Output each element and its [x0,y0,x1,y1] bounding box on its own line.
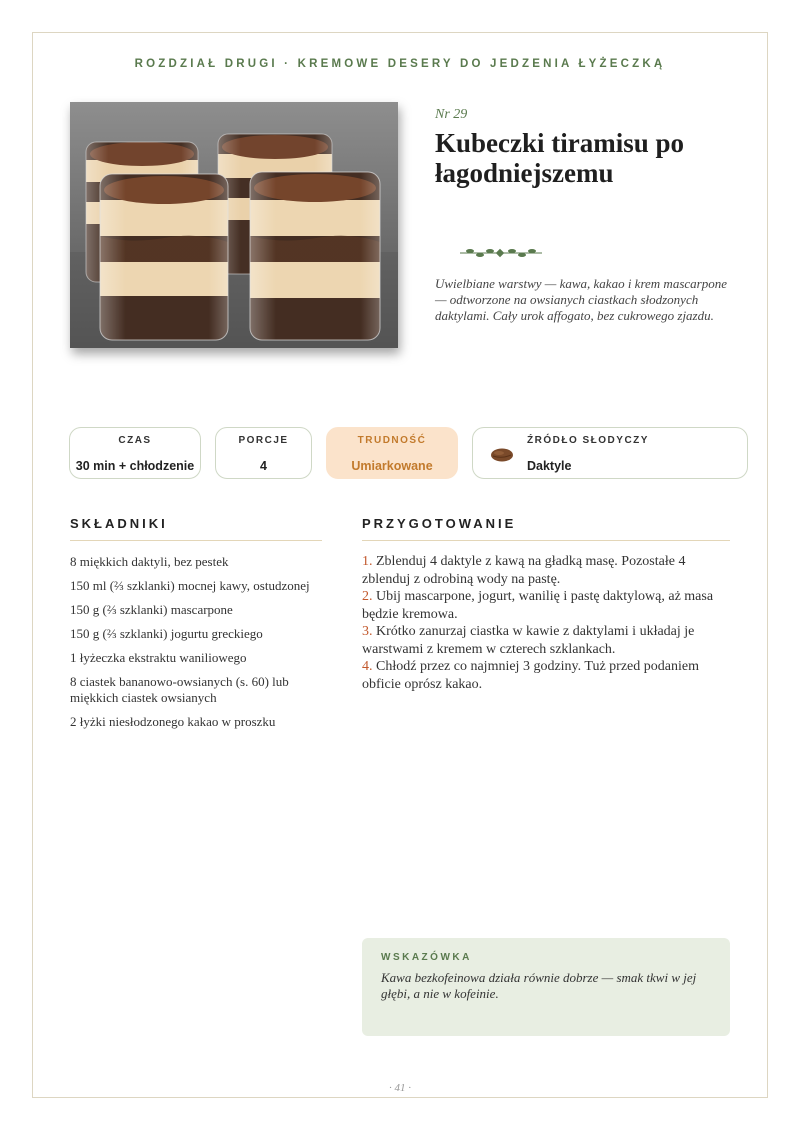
tip-label: WSKAZÓWKA [381,952,472,963]
ingredient-item: 150 g (⅔ szklanki) jogurtu greckiego [70,626,263,641]
step-text: Ubij mascarpone, jogurt, wanilię i pastę daktylową, aż masa będzie kremowa. [362,589,714,622]
step-text: Zblenduj 4 daktyle z kawą na gładką masę. Pozostałe 4 zblenduj z odrobiną wody na pastę. [362,554,686,587]
stat-difficulty [326,427,458,479]
leaf-ornament-icon [458,245,544,261]
stat-servings [215,427,312,479]
stat-sweetener-label: ŹRÓDŁO SŁODYCZY [527,435,649,446]
step-number: 4. [362,659,373,674]
step-number: 1. [362,554,373,569]
ingredient-item: 1 łyżeczka ekstraktu waniliowego [70,650,247,665]
recipe-intro: Uwielbiane warstwy — kawa, kakao i krem mascarpone — odtworzone na owsianych ciastkach słodzonych daktylami. Cały urok affogato, bez cukrowego zjazdu. [435,276,727,323]
stat-time [69,427,201,479]
tip-box [362,938,730,1036]
stat-sweetener-value: Daktyle [527,459,572,473]
step-item [362,658,730,693]
ingredients-list [70,554,320,738]
ingredient-item: 8 miękkich daktyli, bez pestek [70,554,229,569]
recipe-title: Kubeczki tiramisu po łagodniejszemu [435,128,685,188]
ingredients-heading: SKŁADNIKI [70,516,168,531]
preparation-rule [362,540,730,541]
preparation-steps [362,553,730,693]
running-head: ROZDZIAŁ DRUGI · KREMOWE DESERY DO JEDZENIA ŁYŻECZKĄ [134,58,666,70]
ingredient-item: 150 ml (⅔ szklanki) mocnej kawy, ostudzonej [70,578,310,593]
page-number: · 41 · [389,1082,411,1094]
step-text: Chłodź przez co najmniej 3 godziny. Tuż przed podaniem obficie oprósz kakao. [362,659,699,692]
step-number: 2. [362,589,373,604]
ingredient-item: 2 łyżki niesłodzonego kakao w proszku [70,714,276,729]
step-item [362,623,730,658]
stat-servings-label: PORCJE [238,435,289,446]
date-fruit-icon [490,447,514,463]
step-item [362,553,730,588]
recipe-photo [70,102,398,348]
ingredient-item: 8 ciastek bananowo-owsianych (s. 60) lub miękkich ciastek owsianych [70,674,289,705]
tip-text: Kawa bezkofeinowa działa równie dobrze — smak tkwi w jej głębi, a nie w kofeinie. [381,970,697,1001]
step-number: 3. [362,624,373,639]
preparation-heading: PRZYGOTOWANIE [362,516,517,531]
ingredient-item: 150 g (⅔ szklanki) mascarpone [70,602,233,617]
recipe-number: Nr 29 [435,107,468,122]
stat-time-value: 30 min + chłodzenie [75,459,195,473]
ingredients-rule [70,540,322,541]
stat-servings-value: 4 [260,459,267,473]
step-item [362,588,730,623]
step-text: Krótko zanurzaj ciastka w kawie z daktylami i układaj je warstwami z kremem w czterech szklankach. [362,624,695,657]
stat-difficulty-label: TRUDNOŚĆ [357,435,427,446]
stat-time-label: CZAS [118,435,152,446]
stat-difficulty-value: Umiarkowane [351,459,433,473]
stat-sweetener [472,427,748,479]
